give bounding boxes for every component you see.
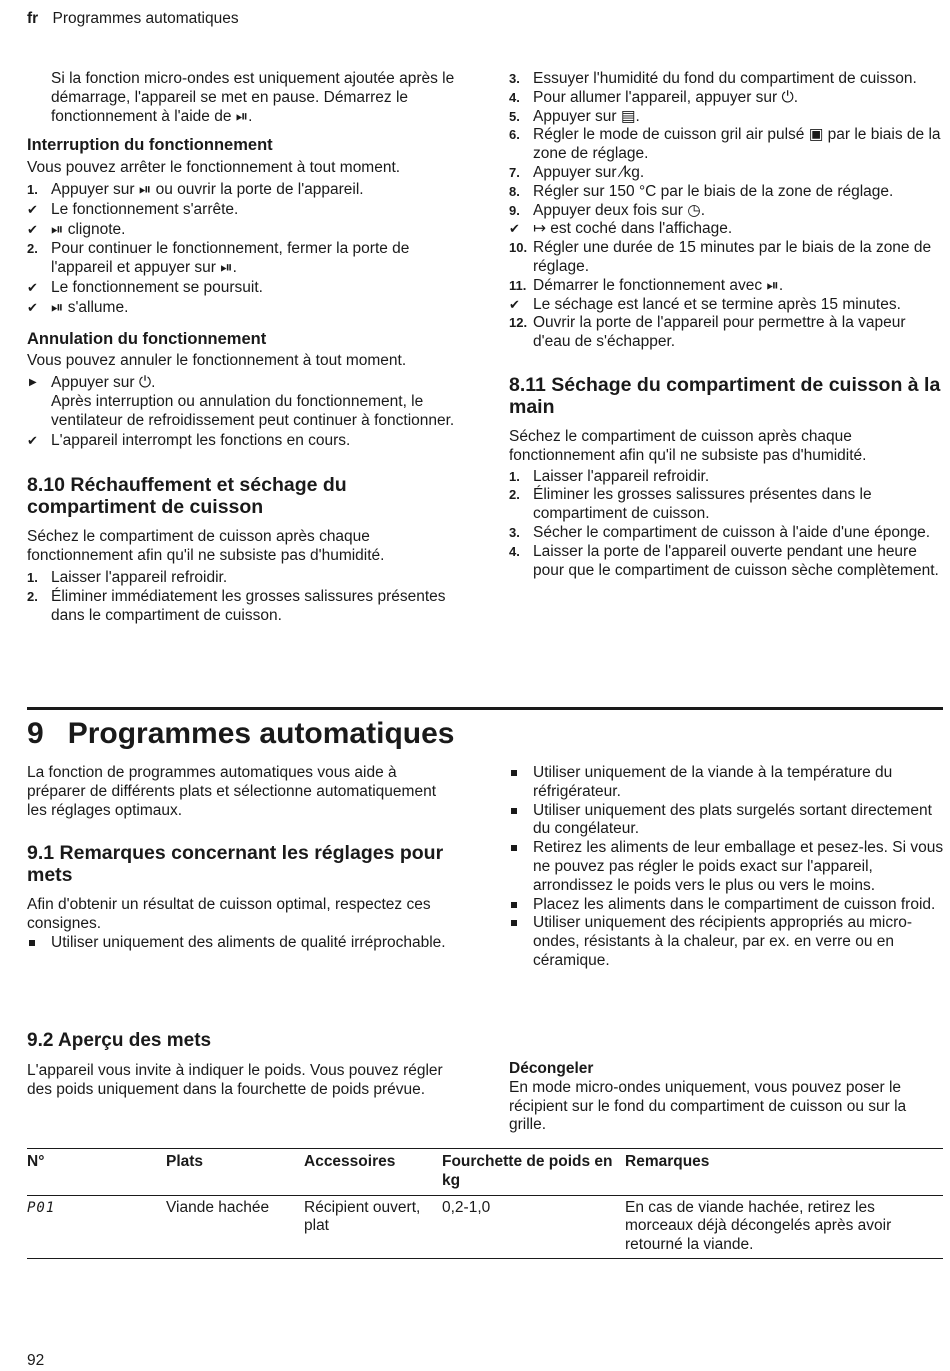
step-marker: 5. [509,108,520,124]
interruption-lead: Vous pouvez arrêter le fonctionnement à tout moment. [27,159,401,177]
step-marker: 7. [509,164,520,180]
list-item [27,240,459,278]
list-item [509,914,945,970]
bullet-text: Placez les aliments dans le compartiment de cuisson froid. [533,895,936,913]
list-item [27,279,459,298]
step-text: Régler une durée de 15 minutes par le biais de la zone de réglage. [533,239,932,275]
list-item [509,896,945,915]
check-icon: ✔ [27,299,38,315]
list-item [509,839,945,895]
check-icon: ✔ [509,221,520,237]
step-text: Appuyer sur ▤. [533,107,640,125]
header-title: Programmes automatiques [52,10,239,27]
list-item [509,183,945,202]
list-item [509,126,945,164]
step-text: Régler sur 150 °C par le biais de la zone de réglage. [533,182,894,200]
step-text: Appuyer deux fois sur ◷. [533,201,706,219]
list-item [509,202,945,221]
check-icon: ✔ [27,201,38,217]
section-8-11-heading: 8.11 Séchage du compartiment de cuisson à la main [509,373,941,418]
check-icon: ✔ [27,279,38,295]
bullet-text: Utiliser uniquement de la viande à la température du réfrigérateur. [533,764,893,800]
list-item [27,221,459,240]
chapter-divider [27,707,943,710]
decongeler-heading: Décongeler [509,1060,594,1077]
list-item [509,802,945,840]
chapter9-right [509,764,945,971]
column-header: N° [27,1149,166,1196]
step-marker: 11. [509,277,527,293]
list-item [509,239,945,277]
column-header: Plats [166,1149,304,1196]
table-cell: 0,2-1,0 [442,1195,625,1258]
bullet-text: Utiliser uniquement des récipients appropriés au micro-ondes, résistants à la chaleur, par ex. en verre ou en céramique. [533,914,913,969]
arrow-bullet-icon: ▶ [29,377,37,389]
list-item [509,89,945,108]
column-header: Fourchette de poids en kg [442,1149,625,1196]
chapter9-left [27,764,459,953]
section-9-2-lead: L'appareil vous invite à indiquer le poids. Vous pouvez régler des poids uniquement dans la fourchette de poids prévue. [27,1062,443,1098]
list-item [27,569,459,588]
bullet-text: Utiliser uniquement des plats surgelés sortant directement du congélateur. [533,801,932,838]
square-bullet-icon [511,770,517,776]
step-marker: 4. [509,89,520,105]
list-item [509,543,945,581]
check-icon: ✔ [509,296,520,312]
table-header-row [27,1149,943,1196]
language-code: fr [27,10,39,27]
step-text: Le séchage est lancé et se termine après 15 minutes. [533,295,901,313]
chapter-title-text: Programmes automatiques [67,717,455,750]
check-icon: ✔ [27,432,38,448]
step-text: Appuyer sur ⁄kg. [533,163,645,181]
list-item [509,524,945,543]
step-marker: 9. [509,202,520,218]
step-text: Pour allumer l'appareil, appuyer sur ⏻. [533,88,799,106]
step-text: L'appareil interrompt les fonctions en cours. [51,431,351,449]
step-note: Après interruption ou annulation du fonctionnement, le ventilateur de refroidissement peut continuer à fonctionner. [51,392,455,429]
step-text: Laisser la porte de l'appareil ouverte pendant une heure pour que le compartiment de cuisson sèche complètement. [533,542,939,579]
annulation-lead: Vous pouvez annuler le fonctionnement à tout moment. [27,352,407,370]
step-marker: 2. [509,487,520,503]
list-item [509,468,945,487]
left-column-top [27,70,459,625]
list-item [509,70,945,89]
interruption-steps [27,181,459,318]
list-item [27,588,459,626]
drying-steps [509,70,945,352]
page-number: 92 [27,1352,45,1369]
step-text: Le fonctionnement s'arrête. [51,200,239,218]
section-9-1-lead: Afin d'obtenir un résultat de cuisson optimal, respectez ces consignes. [27,896,431,933]
section-8-11-steps [509,468,945,581]
step-marker: 10. [509,240,528,256]
annulation-heading: Annulation du fonctionnement [27,329,267,348]
square-bullet-icon [511,808,517,814]
step-text: Régler le mode de cuisson gril air pulsé ▣ par le biais de la zone de réglage. [533,126,941,163]
list-item [509,164,945,183]
step-text: Appuyer sur ⏻. [51,374,156,392]
step-text: Démarrer le fonctionnement avec ⏯. [533,276,784,294]
decongeler-text: En mode micro-ondes uniquement, vous pouvez poser le récipient sur le fond du compartiment de cuisson ou sur la grille. [509,1078,907,1134]
list-item [27,201,459,220]
step-text: ⏯ clignote. [51,220,126,238]
step-text: Éliminer immédiatement les grosses salissures présentes dans le compartiment de cuisson. [51,587,446,624]
step-marker: 2. [27,588,38,604]
section-8-11-lead: Séchez le compartiment de cuisson après chaque fonctionnement afin qu'il ne subsiste pas d'humidité. [509,427,867,464]
square-bullet-icon [29,940,35,946]
section-8-10-steps [27,569,459,625]
program-number: P01 [27,1195,166,1258]
step-text: Le fonctionnement se poursuit. [51,278,263,296]
list-item [27,181,459,200]
step-text: ↦ est coché dans l'affichage. [533,220,733,238]
list-item [509,764,945,802]
section-9-2 [27,1030,459,1100]
list-item [509,296,945,315]
step-marker: 8. [509,183,520,199]
right-column-top [509,70,945,580]
step-marker: 12. [509,315,528,331]
step-text: Appuyer sur ⏯ ou ouvrir la porte de l'appareil. [51,180,364,198]
check-icon: ✔ [27,221,38,237]
square-bullet-icon [511,845,517,851]
list-item [27,299,459,318]
decongeler-block [509,1060,945,1135]
list-item [509,486,945,524]
table-cell: Récipient ouvert, plat [304,1195,442,1258]
table-row [27,1195,943,1258]
step-text: Sécher le compartiment de cuisson à l'aide d'une éponge. [533,523,931,541]
section-9-1-heading: 9.1 Remarques concernant les réglages pour mets [27,842,444,887]
list-item [509,108,945,127]
chapter-intro: La fonction de programmes automatiques vous aide à préparer de différents plats et sélectionne automatiquement les réglages optimaux. [27,764,436,819]
square-bullet-icon [511,920,517,926]
running-header [27,10,239,29]
intro-paragraph: Si la fonction micro-ondes est uniquement ajoutée après le démarrage, l'appareil se met en pause. Démarrez le fonctionnement à l'aide de ⏯. [51,70,455,125]
step-marker: 3. [509,524,520,540]
step-marker: 2. [27,241,38,257]
bullet-text: Retirez les aliments de leur emballage et pesez-les. Si vous ne pouvez pas régler le poids exact sur l'appareil, arrondissez le poids vers le plus ou vers le moins. [533,839,944,894]
bullet-text: Utiliser uniquement des aliments de qualité irréprochable. [51,933,446,951]
step-marker: 6. [509,127,520,143]
square-bullet-icon [511,902,517,908]
list-item [27,374,459,430]
chapter-title [27,716,454,752]
chapter-number: 9 [27,717,44,750]
section-8-10-lead: Séchez le compartiment de cuisson après chaque fonctionnement afin qu'il ne subsiste pas d'humidité. [27,528,385,565]
table-cell: En cas de viande hachée, retirez les morceaux déjà décongelés après avoir retourné la viande. [625,1195,943,1258]
table-cell: Viande hachée [166,1195,304,1258]
food-table [27,1148,943,1259]
column-header: Remarques [625,1149,943,1196]
list-item [509,314,945,352]
section-9-2-heading: 9.2 Aperçu des mets [27,1030,212,1051]
step-marker: 1. [27,181,38,197]
column-header: Accessoires [304,1149,442,1196]
step-text: Pour continuer le fonctionnement, fermer la porte de l'appareil et appuyer sur ⏯. [51,240,410,277]
step-marker: 4. [509,543,520,559]
step-text: Éliminer les grosses salissures présentes dans le compartiment de cuisson. [533,486,872,523]
step-text: Essuyer l'humidité du fond du compartiment de cuisson. [533,70,917,87]
step-text: Laisser l'appareil refroidir. [533,467,710,485]
step-marker: 1. [509,468,520,484]
step-text: Laisser l'appareil refroidir. [51,568,228,586]
step-marker: 3. [509,71,520,86]
list-item [27,934,459,953]
list-item [27,432,459,451]
list-item [509,220,945,239]
step-text: Ouvrir la porte de l'appareil pour permettre à la vapeur d'eau de s'échapper. [533,314,906,351]
list-item [509,277,945,296]
step-marker: 1. [27,569,38,585]
step-text: ⏯ s'allume. [51,298,129,316]
section-8-10-heading: 8.10 Réchauffement et séchage du compartiment de cuisson [27,474,347,519]
interruption-heading: Interruption du fonctionnement [27,136,273,155]
